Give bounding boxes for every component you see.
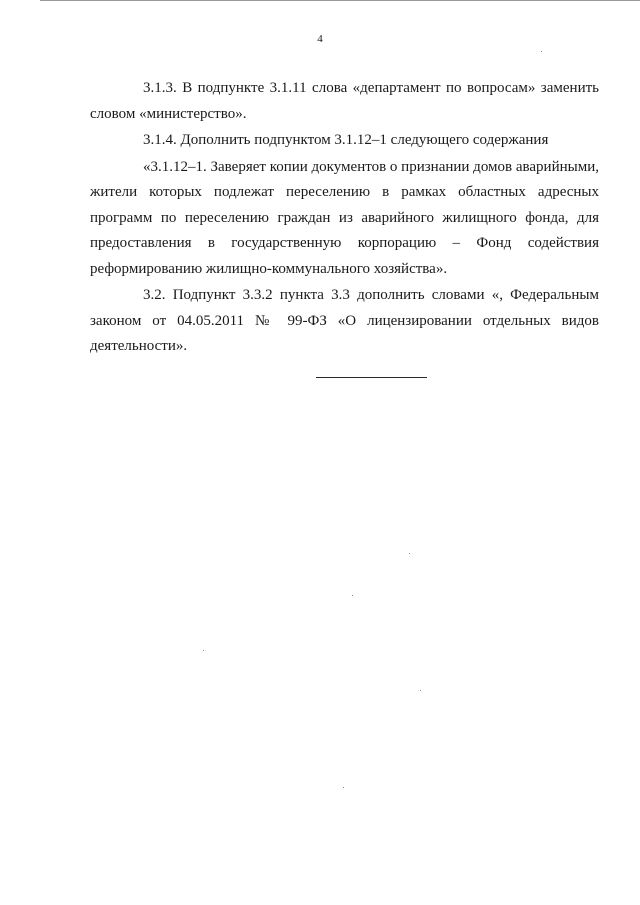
- paragraph-3-1-4: 3.1.4. Дополнить подпунктом 3.1.12–1 следующего содержания: [143, 132, 549, 148]
- paragraph-3-2: 3.2. Подпункт 3.3.2 пункта 3.3 дополнить словами «, Федеральным законом от 04.05.2011 № 99-ФЗ «О лицензировании отдельных видов деятельности».: [90, 287, 599, 354]
- scan-speck: [409, 553, 410, 554]
- scan-speck: [541, 51, 542, 52]
- scan-top-edge: [40, 0, 640, 1]
- scan-speck: [203, 650, 204, 651]
- page-number: 4: [317, 33, 323, 45]
- scan-speck: [343, 787, 344, 788]
- document-body: [90, 76, 599, 360]
- paragraph-3-1-12-1: «3.1.12–1. Заверяет копии документов о признании домов аварийными, жители которых подлежат переселению в рамках областных адресных программ по переселению граждан из аварийного жилищного фонда, для предоставления в государственную корпорацию – Фонд содействия реформированию жилищно-коммунального хозяйства».: [90, 158, 599, 277]
- scan-speck: [352, 595, 353, 596]
- scan-speck: [420, 690, 421, 691]
- end-of-text-rule: [316, 377, 427, 378]
- paragraph-3-1-3: 3.1.3. В подпункте 3.1.11 слова «департамент по вопросам» заменить словом «министерство».: [90, 80, 599, 122]
